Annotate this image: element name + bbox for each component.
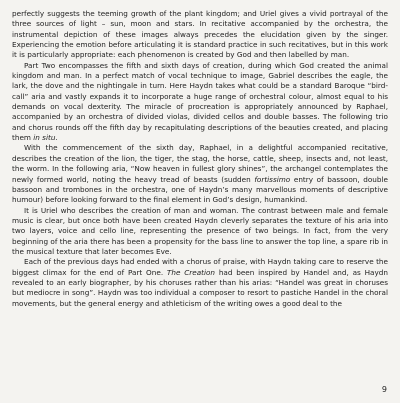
paragraph-text: Each of the previous days had ended with a chorus of praise, with Haydn taking care to reserve the biggest climax for the end of Part One. bbox=[12, 257, 388, 277]
paragraph bbox=[12, 9, 388, 61]
paragraph-text: perfectly suggests the teeming growth of the plant kingdom; and Uriel gives a vivid portrayal of the three sources of light – sun, moon and stars. In recitative accompanied by the orchestra, the instrumental depiction of these images always precedes the elucidation given by the singer. Experiencing the emotion before articulating it is standard practice in such recitatives, but in this work it is particularly appropriate: each phenomenon is created by God and then labelled by man. bbox=[12, 9, 388, 60]
italic-title: The Creation bbox=[166, 267, 216, 277]
italic-term: fortissimo bbox=[254, 174, 291, 184]
paragraph bbox=[12, 206, 388, 258]
paragraph-text: Part Two encompasses the fifth and sixth days of creation, during which God created the animal kingdom and man. In a perfect match of vocal technique to image, Gabriel describes the eagle, the lark, the dove and the nightingale in turn. Here Haydn takes what could be a standard Baroque “bird-call” aria and vastly expands it to incorporate a huge range of orchestral colour, almost equal to his demands on vocal dexterity. The miracle of procreation is appropriately announced by Raphael, accompanied by an orchestra of divided violas, divided cellos and double basses. The following trio and chorus rounds off the fifth day by recapitulating descriptions of the beauties created, and placing them bbox=[12, 60, 388, 143]
page-body bbox=[12, 9, 388, 309]
paragraph bbox=[12, 61, 388, 144]
italic-term: in situ bbox=[33, 133, 56, 143]
paragraph-text: . bbox=[55, 133, 58, 143]
page-number: 9 bbox=[381, 385, 387, 394]
paragraph bbox=[12, 257, 388, 309]
paragraph-text: entry of bassoon, double bassoon and trombones in the orchestra, one of Haydn’s many marvellous moments of descriptive humour) before looking forward to the final element in God’s design, humankind. bbox=[12, 174, 388, 205]
paragraph bbox=[12, 143, 388, 205]
paragraph-text: It is Uriel who describes the creation of man and woman. The contrast between male and female music is clear, but once both have been created Haydn cleverly separates the texture of his aria into two layers, voice and cello line, representing the presence of two beings. In fact, from the very beginning of the aria there has been a propensity for the bass line to answer the top line, a spare rib in the musical texture that later becomes Eve. bbox=[12, 205, 388, 256]
paragraph-text: With the commencement of the sixth day, Raphael, in a delightful accompanied recitative, describes the creation of the lion, the tiger, the stag, the horse, cattle, sheep, insects and, not least, the worm. In the following aria, “Now heaven in fullest glory shines”, the archangel contemplates the newly formed world, noting the heavy tread of beasts (sudden bbox=[12, 143, 388, 184]
paragraph-text: had been inspired by Handel and, as Haydn revealed to an early biographer, by his choruses rather than his arias: “Handel was great in choruses but mediocre in song”. Haydn was too individual a composer to resort to pastiche Handel in the choral movements, but the general energy and athleticism of the writing owes a good deal to the bbox=[12, 267, 388, 308]
